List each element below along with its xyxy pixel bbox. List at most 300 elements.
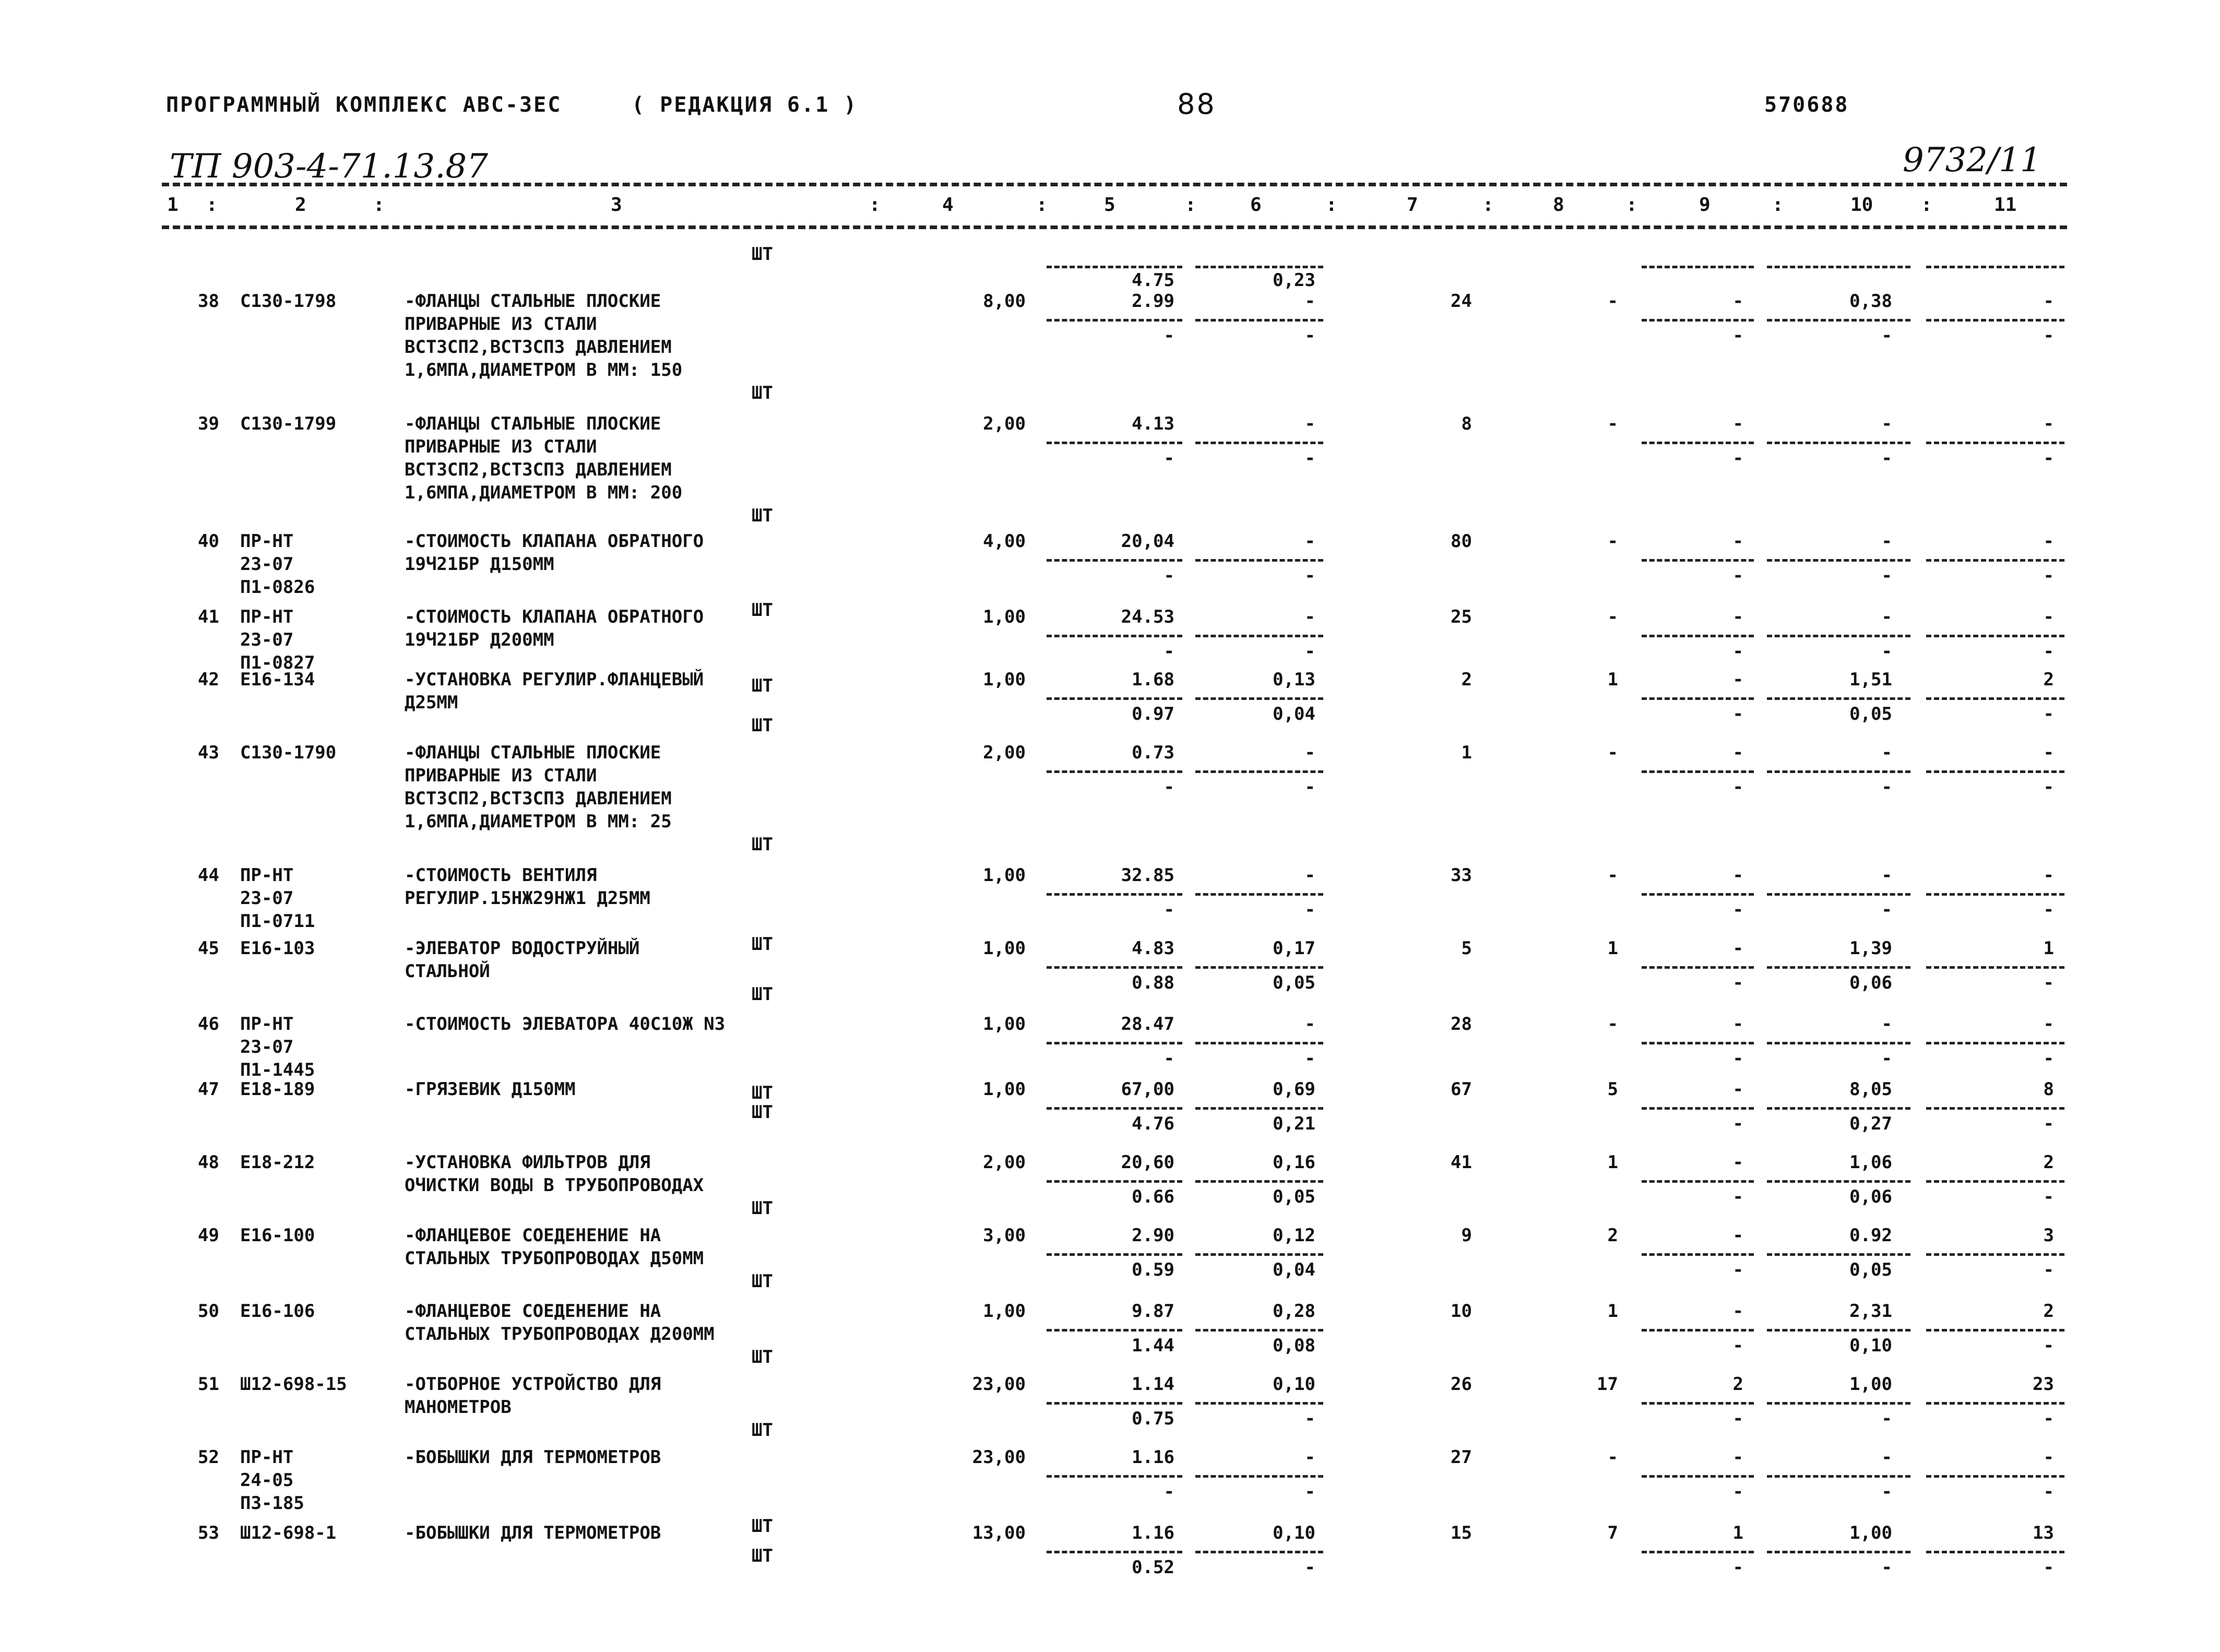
cell-divider: [1195, 1107, 1323, 1110]
column-separator: :: [373, 194, 385, 216]
total-cost: 8: [1461, 413, 1472, 434]
item-description: -ГРЯЗЕВИК Д150ММ: [405, 1079, 576, 1100]
labor-hours-sub: -: [1881, 448, 1892, 469]
row-number: 44: [198, 865, 219, 886]
item-description: -СТОИМОСТЬ КЛАПАНА ОБРАТНОГО: [405, 531, 704, 552]
cell-divider: [1767, 966, 1910, 969]
unit-label: ШТ: [752, 1083, 773, 1103]
unit-cost-sub: -: [1164, 1481, 1174, 1502]
labor-hours-sub: 0,05: [1849, 1259, 1892, 1280]
machine-cost: -: [1732, 531, 1743, 552]
unit-wage-sub: 0,08: [1273, 1335, 1315, 1356]
unit-cost: 1.68: [1132, 669, 1174, 690]
document-code: 570688: [1764, 93, 1849, 117]
rate-code: 23-07: [240, 629, 294, 650]
page-number: 88: [1177, 88, 1216, 121]
unit-cost: 1.16: [1132, 1523, 1174, 1543]
machine-cost-sub: -: [1732, 1481, 1743, 1502]
total-wage: 2: [1607, 1225, 1618, 1246]
labor-hours-sub: 0,10: [1849, 1335, 1892, 1356]
quantity: 1,00: [983, 669, 1026, 690]
total-labor-sub: -: [2043, 899, 2054, 920]
row-number: 47: [198, 1079, 219, 1100]
unit-label: ШТ: [752, 675, 773, 696]
total-cost: 9: [1461, 1225, 1472, 1246]
total-wage: -: [1607, 865, 1618, 886]
machine-cost: -: [1732, 1447, 1743, 1468]
cell-divider: [1047, 697, 1182, 700]
machine-cost-sub: -: [1732, 1113, 1743, 1134]
unit-cost: 20,60: [1121, 1152, 1174, 1173]
cell-divider: [1642, 1180, 1754, 1183]
row-number: 50: [198, 1301, 219, 1322]
cell-divider: [1047, 1551, 1182, 1553]
total-cost: 24: [1451, 291, 1472, 312]
total-labor: -: [2043, 1014, 2054, 1035]
labor-hours: -: [1881, 742, 1892, 763]
total-labor: 8: [2043, 1079, 2054, 1100]
cell-divider: [1642, 635, 1754, 637]
machine-cost: 2: [1732, 1374, 1743, 1395]
unit-wage-sub: 0,05: [1273, 972, 1315, 993]
total-labor-sub: -: [2043, 1335, 2054, 1356]
cell-divider: [1195, 1329, 1323, 1332]
total-labor-sub: -: [2043, 1113, 2054, 1134]
labor-hours: 0.92: [1849, 1225, 1892, 1246]
total-cost: 5: [1461, 938, 1472, 959]
cell-divider: [1926, 770, 2064, 773]
rate-code: Е18-212: [240, 1152, 315, 1173]
column-separator: :: [1772, 194, 1784, 216]
unit-cost: 1.16: [1132, 1447, 1174, 1468]
rate-code: П1-0826: [240, 577, 315, 598]
unit-wage-sub: -: [1304, 1408, 1315, 1429]
rate-code: С130-1790: [240, 742, 337, 763]
item-description: Д25ММ: [405, 692, 458, 713]
cell-divider: [1047, 442, 1182, 444]
column-separator: :: [1326, 194, 1337, 216]
cell-divider: [1195, 770, 1323, 773]
total-labor-sub: -: [2043, 325, 2054, 346]
total-labor-sub: -: [2043, 1408, 2054, 1429]
labor-hours-sub: 0,06: [1849, 1186, 1892, 1207]
total-labor: 2: [2043, 669, 2054, 690]
cell-divider: [1767, 1253, 1910, 1256]
quantity: 1,00: [983, 938, 1026, 959]
column-header-7: 7: [1407, 194, 1418, 216]
item-description: -ЭЛЕВАТОР ВОДОСТРУЙНЫЙ: [405, 938, 640, 959]
row-number: 52: [198, 1447, 219, 1468]
cell-divider: [1195, 635, 1323, 637]
quantity: 2,00: [983, 742, 1026, 763]
unit-wage: 0,13: [1273, 669, 1315, 690]
header-rule-bottom: [162, 225, 2067, 229]
column-header-2: 2: [295, 194, 306, 216]
labor-hours-sub: -: [1881, 641, 1892, 662]
unit-cost-sub: -: [1164, 899, 1174, 920]
cell-divider: [1195, 697, 1323, 700]
unit-cost-sub: 4.76: [1132, 1113, 1174, 1134]
item-description: ВСТ3СП2,ВСТ3СП3 ДАВЛЕНИЕМ: [405, 788, 672, 809]
column-header-1: 1: [167, 194, 179, 216]
column-separator: :: [1036, 194, 1048, 216]
item-description: ОЧИСТКИ ВОДЫ В ТРУБОПРОВОДАХ: [405, 1175, 704, 1196]
unit-cost-sub: 0.88: [1132, 972, 1174, 993]
unit-cost: 2.90: [1132, 1225, 1174, 1246]
unit-label: ШТ: [752, 505, 773, 526]
cell-divider: [1047, 770, 1182, 773]
labor-hours-sub: -: [1881, 325, 1892, 346]
labor-hours-sub: -: [1881, 1481, 1892, 1502]
machine-cost-sub: -: [1732, 704, 1743, 724]
quantity: 1,00: [983, 607, 1026, 627]
cell-divider: [1767, 559, 1910, 562]
labor-hours: 0,38: [1849, 291, 1892, 312]
cell-divider: [1047, 1475, 1182, 1478]
column-header-11: 11: [1994, 194, 2017, 216]
unit-wage-sub: -: [1304, 899, 1315, 920]
row-number: 49: [198, 1225, 219, 1246]
item-description: СТАЛЬНЫХ ТРУБОПРОВОДАХ Д50ММ: [405, 1248, 704, 1269]
unit-label: ШТ: [752, 984, 773, 1005]
total-wage: 1: [1607, 1152, 1618, 1173]
unit-cost-sub: 0.66: [1132, 1186, 1174, 1207]
cell-divider: [1642, 1253, 1754, 1256]
cell-divider: [1926, 1475, 2064, 1478]
rate-code: П1-0711: [240, 911, 315, 932]
machine-cost: -: [1732, 938, 1743, 959]
column-separator: :: [1626, 194, 1637, 216]
unit-wage: 0,16: [1273, 1152, 1315, 1173]
item-description: -СТОИМОСТЬ ВЕНТИЛЯ: [405, 865, 597, 886]
unit-wage-sub: -: [1304, 777, 1315, 798]
cell-divider: [1926, 966, 2064, 969]
total-labor-sub: -: [2043, 1481, 2054, 1502]
quantity: 4,00: [983, 531, 1026, 552]
item-description: 1,6МПА,ДИАМЕТРОМ В ММ: 150: [405, 360, 683, 381]
labor-hours: -: [1881, 531, 1892, 552]
column-separator: :: [869, 194, 881, 216]
column-separator: :: [1482, 194, 1494, 216]
total-labor-sub: -: [2043, 704, 2054, 724]
cell-divider: [1767, 266, 1910, 268]
column-separator: :: [1921, 194, 1932, 216]
machine-cost: -: [1732, 1014, 1743, 1035]
unit-wage: 0,69: [1273, 1079, 1315, 1100]
labor-hours: -: [1881, 1447, 1892, 1468]
cell-divider: [1195, 266, 1323, 268]
unit-label: ШТ: [752, 715, 773, 736]
cell-divider: [1926, 697, 2064, 700]
unit-wage: -: [1304, 531, 1315, 552]
labor-hours-sub: -: [1881, 1557, 1892, 1578]
item-description: -ФЛАНЦЫ СТАЛЬНЫЕ ПЛОСКИЕ: [405, 291, 661, 312]
quantity: 1,00: [983, 865, 1026, 886]
total-labor: -: [2043, 413, 2054, 434]
unit-wage-sub: -: [1304, 1481, 1315, 1502]
unit-cost: 28.47: [1121, 1014, 1174, 1035]
column-header-3: 3: [611, 194, 622, 216]
unit-wage-sub: 0,05: [1273, 1186, 1315, 1207]
total-labor: -: [2043, 607, 2054, 627]
total-wage: -: [1607, 413, 1618, 434]
cell-divider: [1047, 1402, 1182, 1405]
unit-wage-sub: -: [1304, 448, 1315, 469]
cell-divider: [1642, 966, 1754, 969]
unit-cost: 0.73: [1132, 742, 1174, 763]
unit-wage-sub: -: [1304, 1557, 1315, 1578]
machine-cost-sub: -: [1732, 1408, 1743, 1429]
total-wage: 1: [1607, 1301, 1618, 1322]
unit-cost: 67,00: [1121, 1079, 1174, 1100]
total-wage: -: [1607, 531, 1618, 552]
machine-cost-sub: -: [1732, 448, 1743, 469]
item-description: -СТОИМОСТЬ КЛАПАНА ОБРАТНОГО: [405, 607, 704, 627]
cell-divider: [1195, 442, 1323, 444]
rate-code: ПР-НТ: [240, 531, 294, 552]
labor-hours-sub: -: [1881, 1408, 1892, 1429]
unit-cost-sub: -: [1164, 565, 1174, 586]
total-labor-sub: -: [2043, 1048, 2054, 1069]
total-labor-sub: -: [2043, 641, 2054, 662]
cell-divider: [1926, 559, 2064, 562]
total-labor: -: [2043, 531, 2054, 552]
row-number: 45: [198, 938, 219, 959]
machine-cost: -: [1732, 291, 1743, 312]
cell-divider: [1047, 1042, 1182, 1044]
unit-cost-sub: 0.75: [1132, 1408, 1174, 1429]
cell-divider: [1926, 635, 2064, 637]
total-cost: 15: [1451, 1523, 1472, 1543]
item-description: ВСТ3СП2,ВСТ3СП3 ДАВЛЕНИЕМ: [405, 337, 672, 358]
column-header-4: 4: [942, 194, 954, 216]
total-labor-sub: -: [2043, 448, 2054, 469]
cell-divider: [1195, 1042, 1323, 1044]
unit-label: ШТ: [752, 1546, 773, 1566]
unit-cost: 32.85: [1121, 865, 1174, 886]
unit-label: ШТ: [752, 1420, 773, 1441]
labor-hours: 1,00: [1849, 1374, 1892, 1395]
machine-cost: -: [1732, 1152, 1743, 1173]
cell-divider: [1195, 559, 1323, 562]
row-number: 39: [198, 413, 219, 434]
cell-divider: [1642, 697, 1754, 700]
machine-cost-sub: -: [1732, 565, 1743, 586]
rate-code: С130-1799: [240, 413, 337, 434]
labor-hours: 2,31: [1849, 1301, 1892, 1322]
cell-divider: [1047, 319, 1182, 322]
cell-divider: [1767, 1475, 1910, 1478]
cell-divider: [1767, 319, 1910, 322]
labor-hours: 1,00: [1849, 1523, 1892, 1543]
cell-divider: [1926, 1402, 2064, 1405]
unit-wage-sub: 0,04: [1273, 704, 1315, 724]
total-wage: 5: [1607, 1079, 1618, 1100]
cell-divider: [1195, 1180, 1323, 1183]
cell-divider: [1642, 893, 1754, 896]
cell-divider: [1926, 319, 2064, 322]
labor-hours-sub: 0,06: [1849, 972, 1892, 993]
total-wage: 17: [1597, 1374, 1618, 1395]
machine-cost: 1: [1732, 1523, 1743, 1543]
cell-divider: [1642, 1042, 1754, 1044]
labor-hours: 1,51: [1849, 669, 1892, 690]
total-cost: 25: [1451, 607, 1472, 627]
cell-divider: [1642, 770, 1754, 773]
column-header-6: 6: [1250, 194, 1262, 216]
total-cost: 1: [1461, 742, 1472, 763]
item-description: 1,6МПА,ДИАМЕТРОМ В ММ: 200: [405, 482, 683, 503]
cell-divider: [1767, 442, 1910, 444]
column-header-10: 10: [1850, 194, 1873, 216]
labor-hours-sub: 0,27: [1849, 1113, 1892, 1134]
total-labor-sub: -: [2043, 777, 2054, 798]
item-description: -ФЛАНЦЕВОЕ СОЕДЕНЕНИЕ НА: [405, 1225, 661, 1246]
rate-code: Ш12-698-1: [240, 1523, 337, 1543]
unit-label: ШТ: [752, 1102, 773, 1123]
document-id-handwritten: ТП 903-4-71.13.87: [170, 147, 488, 186]
unit-wage: 0,17: [1273, 938, 1315, 959]
unit-label: ШТ: [752, 1198, 773, 1219]
machine-cost: -: [1732, 865, 1743, 886]
unit-label: ШТ: [752, 1347, 773, 1368]
machine-cost: -: [1732, 413, 1743, 434]
row-number: 43: [198, 742, 219, 763]
row-number: 38: [198, 291, 219, 312]
unit-wage: 0,10: [1273, 1374, 1315, 1395]
cell-divider: [1642, 1475, 1754, 1478]
total-labor-sub: -: [2043, 1557, 2054, 1578]
unit-label: ШТ: [752, 1516, 773, 1537]
rate-code: Е16-103: [240, 938, 315, 959]
labor-hours: -: [1881, 1014, 1892, 1035]
total-labor: 3: [2043, 1225, 2054, 1246]
total-labor: 23: [2033, 1374, 2054, 1395]
item-description: -ОТБОРНОЕ УСТРОЙСТВО ДЛЯ: [405, 1374, 661, 1395]
machine-cost-sub: -: [1732, 641, 1743, 662]
unit-wage-sub: 0,21: [1273, 1113, 1315, 1134]
unit-wage: -: [1304, 291, 1315, 312]
labor-hours: 1,06: [1849, 1152, 1892, 1173]
total-cost: 10: [1451, 1301, 1472, 1322]
cell-divider: [1195, 1253, 1323, 1256]
unit-cost: 2.99: [1132, 291, 1174, 312]
total-labor-sub: -: [2043, 972, 2054, 993]
cell-divider: [1926, 1551, 2064, 1553]
cell-divider: [1642, 266, 1754, 268]
labor-hours-sub: -: [1881, 899, 1892, 920]
machine-cost: -: [1732, 742, 1743, 763]
rate-code: П3-185: [240, 1493, 304, 1514]
unit-label: ШТ: [752, 834, 773, 855]
labor-hours-sub: -: [1881, 1048, 1892, 1069]
rate-code: ПР-НТ: [240, 865, 294, 886]
cell-divider: [1767, 1329, 1910, 1332]
cell-divider: [1047, 1107, 1182, 1110]
quantity: 2,00: [983, 1152, 1026, 1173]
rate-code: Е18-189: [240, 1079, 315, 1100]
rate-code: ПР-НТ: [240, 1014, 294, 1035]
labor-hours-sub: -: [1881, 565, 1892, 586]
rate-code: ПР-НТ: [240, 1447, 294, 1468]
row-number: 42: [198, 669, 219, 690]
unit-cost: 1.14: [1132, 1374, 1174, 1395]
unit-cost-sub: -: [1164, 777, 1174, 798]
total-labor: 13: [2033, 1523, 2054, 1543]
cell-divider: [1642, 1551, 1754, 1553]
total-wage: -: [1607, 1447, 1618, 1468]
unit-label: ШТ: [752, 244, 773, 265]
unit-cost: 4.13: [1132, 413, 1174, 434]
unit-wage: 0,28: [1273, 1301, 1315, 1322]
item-description: -УСТАНОВКА ФИЛЬТРОВ ДЛЯ: [405, 1152, 650, 1173]
total-cost: 33: [1451, 865, 1472, 886]
quantity: 8,00: [983, 291, 1026, 312]
row-number: 41: [198, 607, 219, 627]
cell-divider: [1642, 1107, 1754, 1110]
column-separator: :: [1185, 194, 1196, 216]
cell-divider: [1926, 1329, 2064, 1332]
column-header-8: 8: [1553, 194, 1564, 216]
cell-divider: [1047, 1253, 1182, 1256]
rate-code: ПР-НТ: [240, 607, 294, 627]
unit-wage-sub: -: [1304, 1048, 1315, 1069]
labor-cost-prev: 4.75: [1132, 270, 1174, 291]
unit-wage: 0,10: [1273, 1523, 1315, 1543]
unit-wage-sub: 0,04: [1273, 1259, 1315, 1280]
cell-divider: [1642, 442, 1754, 444]
labor-hours: 8,05: [1849, 1079, 1892, 1100]
item-description: ПРИВАРНЫЕ ИЗ СТАЛИ: [405, 314, 597, 335]
rate-code: 24-05: [240, 1470, 294, 1491]
row-number: 53: [198, 1523, 219, 1543]
wage-prev: 0,23: [1273, 270, 1315, 291]
rate-code: Е16-106: [240, 1301, 315, 1322]
row-number: 40: [198, 531, 219, 552]
total-cost: 80: [1451, 531, 1472, 552]
cell-divider: [1767, 1402, 1910, 1405]
labor-hours-sub: 0,05: [1849, 704, 1892, 724]
row-number: 48: [198, 1152, 219, 1173]
total-wage: -: [1607, 607, 1618, 627]
unit-wage-sub: -: [1304, 565, 1315, 586]
cell-divider: [1047, 635, 1182, 637]
unit-label: ШТ: [752, 600, 773, 621]
cell-divider: [1642, 1329, 1754, 1332]
rate-code: П1-0827: [240, 652, 315, 673]
quantity: 1,00: [983, 1014, 1026, 1035]
total-labor-sub: -: [2043, 1259, 2054, 1280]
item-description: -ФЛАНЦЫ СТАЛЬНЫЕ ПЛОСКИЕ: [405, 413, 661, 434]
machine-cost: -: [1732, 607, 1743, 627]
rate-code: 23-07: [240, 888, 294, 909]
total-wage: 1: [1607, 938, 1618, 959]
cell-divider: [1195, 966, 1323, 969]
quantity: 13,00: [972, 1523, 1026, 1543]
cell-divider: [1767, 1107, 1910, 1110]
rate-code: Е16-100: [240, 1225, 315, 1246]
cell-divider: [1047, 1180, 1182, 1183]
item-description: СТАЛЬНЫХ ТРУБОПРОВОДАХ Д200ММ: [405, 1324, 715, 1345]
total-cost: 41: [1451, 1152, 1472, 1173]
edition-label: ( РЕДАКЦИЯ 6.1 ): [632, 93, 858, 117]
cell-divider: [1047, 559, 1182, 562]
item-description: -СТОИМОСТЬ ЭЛЕВАТОРА 40С10Ж N3: [405, 1014, 726, 1035]
total-labor: 2: [2043, 1152, 2054, 1173]
cell-divider: [1195, 1475, 1323, 1478]
total-wage: 7: [1607, 1523, 1618, 1543]
sheet-number-handwritten: 9732/11: [1903, 141, 2041, 180]
